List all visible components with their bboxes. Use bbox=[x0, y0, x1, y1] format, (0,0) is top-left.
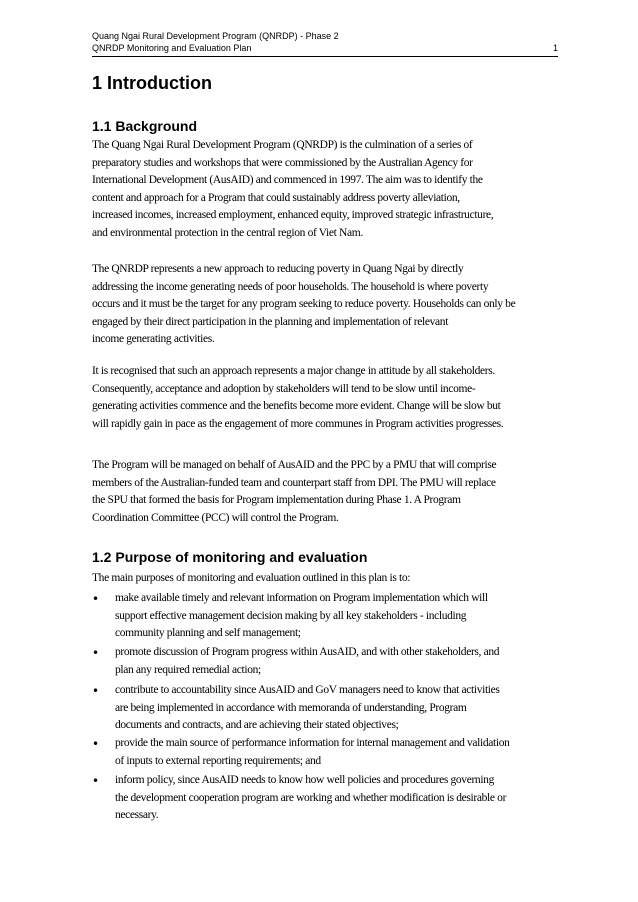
list-item-line: documents and contracts, and are achieving their stated objectives; bbox=[115, 719, 399, 731]
paragraph-line: will rapidly gain in pace as the engagement of more communes in Program activities progresses. bbox=[92, 417, 504, 430]
paragraph-line: The main purposes of monitoring and evaluation outlined in this plan is to: bbox=[92, 572, 411, 584]
paragraph-line: content and approach for a Program that could sustainably address poverty alleviation, bbox=[92, 191, 460, 204]
bullet-icon: • bbox=[92, 737, 100, 751]
list-item-line: inform policy, since AusAID needs to know how well policies and procedures governing bbox=[115, 774, 494, 786]
header-page-number: 1 bbox=[552, 43, 558, 53]
background-paragraph-1 bbox=[92, 137, 562, 242]
section-1-1-heading: 1.1 Background bbox=[92, 118, 198, 134]
list-item-text bbox=[115, 644, 560, 679]
background-paragraph-2 bbox=[92, 261, 562, 349]
paragraph-line: the SPU that formed the basis for Program implementation during Phase 1. A Program bbox=[92, 494, 461, 506]
list-item-text bbox=[115, 772, 560, 825]
paragraph-line: and environmental protection in the central region of Viet Nam. bbox=[92, 226, 363, 239]
paragraph-line: members of the Australian-funded team and counterpart staff from DPI. The PMU will replace bbox=[92, 476, 496, 489]
list-item-line: of inputs to external reporting requirements; and bbox=[115, 754, 321, 767]
bullet-icon: • bbox=[92, 684, 100, 698]
bullet-icon: • bbox=[92, 646, 100, 660]
list-item-line: promote discussion of Program progress within AusAID, and with other stakeholders, and bbox=[115, 646, 500, 658]
header-rule bbox=[92, 56, 558, 57]
paragraph-line: generating activities commence and the benefits become more evident. Change will be slow but bbox=[92, 400, 501, 412]
section-1-heading: 1 Introduction bbox=[92, 73, 212, 93]
background-paragraph-3 bbox=[92, 363, 562, 433]
section-1-2-heading: 1.2 Purpose of monitoring and evaluation bbox=[92, 549, 368, 565]
paragraph-line: addressing the income generating needs of poor households. The household is where poverty bbox=[92, 280, 489, 293]
paragraph-line: occurs and it must be the target for any program seeking to reduce poverty. Households can only be bbox=[92, 298, 516, 310]
paragraph-line: International Development (AusAID) and commenced in 1997. The aim was to identify the bbox=[92, 174, 483, 186]
list-item-line: support effective management decision making by all key stakeholders - including bbox=[115, 609, 467, 622]
list-item-line: are being implemented in accordance with memoranda of understanding, Program bbox=[115, 701, 467, 714]
header-document-title: QNRDP Monitoring and Evaluation Plan bbox=[92, 43, 252, 53]
list-item-line: necessary. bbox=[115, 809, 159, 821]
paragraph-line: engaged by their direct participation in the planning and implementation of relevant bbox=[92, 315, 449, 328]
purpose-intro bbox=[92, 570, 562, 588]
list-item-line: community planning and self management; bbox=[115, 627, 301, 639]
list-item-text bbox=[115, 682, 560, 735]
paragraph-line: The Quang Ngai Rural Development Program (QNRDP) is the culmination of a series of bbox=[92, 139, 473, 151]
list-item-text bbox=[115, 735, 560, 770]
paragraph-line: The QNRDP represents a new approach to reducing poverty in Quang Ngai by directly bbox=[92, 263, 464, 275]
list-item-line: plan any required remedial action; bbox=[115, 663, 261, 676]
paragraph-line: The Program will be managed on behalf of AusAID and the PPC by a PMU that will comprise bbox=[92, 459, 497, 471]
paragraph-line: Coordination Committee (PCC) will control the Program. bbox=[92, 511, 339, 524]
header-document-title-row bbox=[92, 42, 558, 54]
background-paragraph-4 bbox=[92, 457, 562, 527]
header-program-title: Quang Ngai Rural Development Program (QNRDP) - Phase 2 bbox=[92, 31, 339, 41]
list-item-line: the development cooperation program are working and whether modification is desirable or bbox=[115, 791, 507, 804]
list-item-text bbox=[115, 590, 560, 643]
paragraph-line: income generating activities. bbox=[92, 333, 215, 345]
paragraph-line: It is recognised that such an approach represents a major change in attitude by all stakeholders. bbox=[92, 365, 495, 377]
list-item-line: make available timely and relevant information on Program implementation which will bbox=[115, 592, 488, 604]
paragraph-line: Consequently, acceptance and adoption by stakeholders will tend to be slow until income- bbox=[92, 382, 476, 395]
list-item-line: provide the main source of performance information for internal management and validation bbox=[115, 737, 510, 749]
bullet-icon: • bbox=[92, 774, 100, 788]
page-header bbox=[92, 30, 558, 54]
paragraph-line: preparatory studies and workshops that were commissioned by the Australian Agency for bbox=[92, 156, 473, 169]
list-item-line: contribute to accountability since AusAID and GoV managers need to know that activities bbox=[115, 684, 500, 696]
paragraph-line: increased incomes, increased employment, enhanced equity, improved strategic infrastructure, bbox=[92, 209, 494, 221]
bullet-icon: • bbox=[92, 592, 100, 606]
